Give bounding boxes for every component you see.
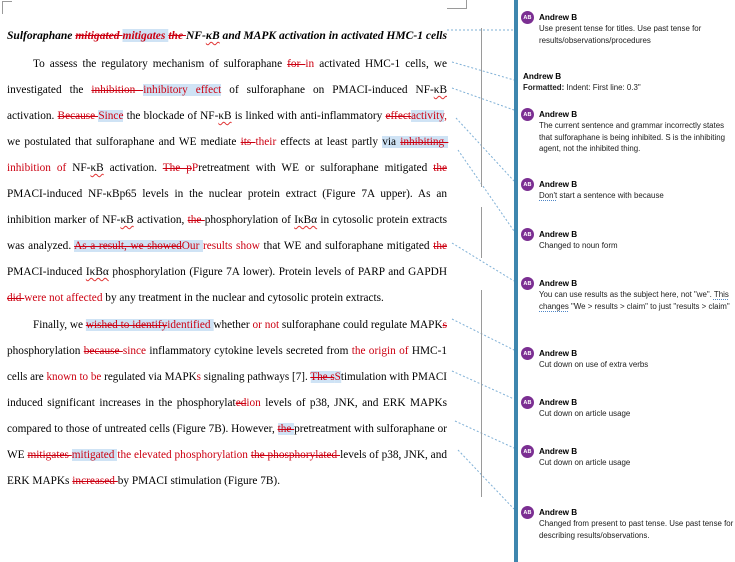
comment-text-run: "We > results > claim" to just "results > claim" — [568, 301, 730, 311]
text-run: in — [305, 58, 315, 70]
author-avatar: AB — [521, 178, 534, 191]
text-run: activation. — [103, 162, 163, 174]
text-run: because — [83, 345, 123, 357]
text-run: we postulated that sulforaphane and WE mediate — [7, 136, 241, 148]
document-text-line[interactable] — [7, 83, 447, 97]
document-text-line[interactable] — [7, 291, 384, 305]
text-run: via — [382, 136, 401, 148]
text-run: regulated via MAPK — [104, 371, 197, 383]
text-run: activity — [411, 110, 445, 122]
text-run: phosphorylation (Figure 7A lower). Protein levels of PARP and GAPDH — [108, 266, 447, 278]
text-run: results show — [202, 240, 260, 252]
text-run: S — [334, 371, 341, 383]
text-run: effects at least partly — [276, 136, 383, 148]
comment-card[interactable] — [518, 278, 732, 312]
comment-text-run: This changes — [539, 290, 729, 311]
text-run: the elevated phosphorylation — [117, 449, 251, 461]
comment-card[interactable] — [518, 348, 732, 371]
text-run: the — [187, 214, 205, 226]
document-text-line[interactable] — [7, 161, 447, 175]
text-run: that WE and sulforaphane mitigated — [259, 240, 434, 252]
text-run: ion — [246, 397, 261, 409]
text-run: sulforaphane could regulate MAPK — [279, 319, 443, 331]
author-avatar: AB — [521, 396, 534, 409]
comment-card[interactable] — [518, 397, 732, 420]
text-run: were not affected — [24, 292, 103, 304]
text-run: NF- — [185, 29, 206, 42]
text-run: the — [433, 240, 448, 252]
text-run: mitigated — [75, 29, 123, 42]
comment-text-run: The current sentence and grammar incorrectly states that sulforaphane is being inhibited. S is the inhibiting agent, not the inhibited thing. — [539, 121, 725, 153]
comment-text-run: Cut down on use of extra verbs — [539, 360, 649, 369]
text-run: activation, — [133, 214, 188, 226]
text-run: inhibition — [91, 84, 144, 96]
comment-body — [539, 518, 735, 541]
comment-author-name: Andrew B — [539, 110, 578, 119]
comment-author-name: Andrew B — [539, 180, 578, 189]
tracked-change-bar — [481, 207, 482, 258]
text-run: inflammatory cytokine levels secreted from — [149, 345, 352, 357]
text-run: phosphorylation — [7, 345, 84, 357]
text-run: κB — [120, 214, 134, 226]
formatted-change-note[interactable] — [518, 71, 732, 94]
document-text-line[interactable] — [7, 213, 447, 227]
comment-body — [539, 190, 735, 202]
text-run: HMC-1 — [411, 345, 448, 357]
document-text-line[interactable] — [7, 135, 448, 149]
text-run: PMACI-induced — [7, 266, 86, 278]
tracked-change-bar — [481, 28, 482, 187]
comment-text-run: You can use results as the subject here, not "we". — [539, 290, 714, 299]
document-text-line[interactable] — [7, 422, 447, 436]
text-run: induced significant increases in the phosphorylat — [7, 397, 236, 409]
text-boundary-mark-top-right — [447, 0, 467, 9]
text-run: and MAPK activation in activated HMC-1 cells — [219, 29, 447, 42]
text-run: mitigates — [27, 449, 72, 461]
comment-author-name: Andrew B — [539, 398, 578, 407]
document-title-line[interactable] — [7, 29, 447, 43]
comment-author-name: Andrew B — [539, 508, 578, 517]
text-run: for — [287, 58, 306, 70]
text-run: since — [122, 345, 150, 357]
text-run: the origin of — [351, 345, 412, 357]
text-run: κB — [90, 162, 104, 174]
text-run: by any treatment in the nuclear and cytosolic protein extracts. — [102, 292, 384, 304]
text-run: known to be — [46, 371, 105, 383]
author-avatar: AB — [521, 277, 534, 290]
text-run: IκBα — [85, 266, 109, 278]
document-text-line[interactable] — [33, 57, 447, 71]
text-run: inhibitory effect — [143, 84, 222, 96]
text-run: or not — [252, 319, 280, 331]
comment-text-run: Don't — [539, 191, 558, 200]
text-run: in cytosolic protein extracts — [317, 214, 447, 226]
comment-author-name: Andrew B — [539, 447, 578, 456]
text-run: activation. — [7, 110, 58, 122]
text-run: by PMACI stimulation (Figure 7B). — [117, 475, 281, 487]
comment-body — [539, 457, 735, 469]
text-run: The s — [310, 371, 335, 383]
text-run: , — [444, 110, 447, 122]
text-run: IκBα — [294, 214, 318, 226]
text-run: effect — [385, 110, 411, 122]
text-run: did — [7, 292, 25, 304]
text-run: As a result, we showed — [74, 240, 182, 252]
text-run: its — [240, 136, 256, 148]
tracked-change-bar — [481, 290, 482, 497]
author-avatar: AB — [521, 506, 534, 519]
text-run: retreatment with WE or sulforaphane mitigated — [198, 162, 434, 174]
document-text-line[interactable] — [7, 396, 447, 410]
comment-card[interactable] — [518, 109, 732, 155]
text-run: identified — [167, 319, 214, 331]
document-text-line[interactable] — [7, 187, 447, 201]
text-run: levels of p38, JNK, and — [340, 449, 447, 461]
comment-body — [539, 23, 735, 46]
text-run: mitigates — [122, 29, 169, 42]
comment-author-name: Andrew B — [539, 349, 578, 358]
text-run: levels of p38, JNK, and ERK MAPKs — [260, 397, 447, 409]
text-run: Because — [57, 110, 99, 122]
text-boundary-mark-top-left — [2, 1, 12, 14]
text-run: pretreatment with sulforaphane or — [294, 423, 447, 435]
text-run: the phosphorylated — [250, 449, 341, 461]
comment-card[interactable] — [518, 229, 732, 252]
text-run: mitigated — [71, 449, 118, 461]
text-run: inhibition marker of NF- — [7, 214, 121, 226]
text-run: Our — [181, 240, 203, 252]
author-avatar: AB — [521, 108, 534, 121]
text-run: To assess the regulatory mechanism of sulforaphane — [33, 58, 288, 70]
text-run: κB — [433, 84, 447, 96]
author-avatar: AB — [521, 347, 534, 360]
text-run: the — [277, 423, 295, 435]
text-run: the — [168, 29, 186, 42]
comment-author-name: Andrew B — [539, 230, 578, 239]
text-run: timulation with PMACI — [340, 371, 447, 383]
text-run: wished to identify — [85, 319, 168, 331]
document-text-line[interactable] — [7, 265, 447, 279]
text-run: signaling pathways [7]. — [201, 371, 311, 383]
text-run: WE — [7, 449, 28, 461]
comment-text-run: Changed from present to past tense. Use past tense for describing results/observations. — [539, 519, 734, 540]
comment-author-name: Andrew B — [523, 72, 562, 81]
comment-author-name: Andrew B — [539, 279, 578, 288]
document-text-line[interactable] — [7, 109, 447, 123]
text-run: κB — [218, 110, 232, 122]
text-run: The p — [162, 162, 192, 174]
text-run: activated HMC-1 cells, we — [314, 58, 448, 70]
comment-text-run: Cut down on article usage — [539, 409, 631, 418]
comment-card[interactable] — [518, 12, 732, 46]
text-run: inhibiting — [400, 136, 449, 148]
comment-card[interactable] — [518, 446, 732, 469]
text-run: Since — [98, 110, 124, 122]
document-text-line[interactable] — [7, 474, 280, 488]
text-run: Finally, we — [33, 319, 86, 331]
text-run: compared to those of untreated cells (Figure 7B). However, — [7, 423, 278, 435]
text-run: ERK MAPKs — [7, 475, 73, 487]
comment-body — [539, 359, 735, 371]
comment-card[interactable] — [518, 179, 732, 202]
comment-text-run: Cut down on article usage — [539, 458, 631, 467]
author-avatar: AB — [521, 445, 534, 458]
text-run: cells are — [7, 371, 47, 383]
text-run: the — [433, 162, 448, 174]
comment-body — [539, 408, 735, 420]
text-run: the blockade of NF- — [123, 110, 219, 122]
comment-text-run: start a sentence with because — [557, 191, 664, 200]
text-run: of sulforaphane on PMACI-induced NF- — [221, 84, 434, 96]
text-run: whether — [213, 319, 253, 331]
text-run: their — [255, 136, 277, 148]
text-run: is linked with anti-inflammatory — [231, 110, 386, 122]
text-run: P — [191, 162, 199, 174]
comment-body — [539, 240, 735, 252]
text-run: investigated the — [7, 84, 92, 96]
comment-text-run: Changed to noun form — [539, 241, 618, 250]
comment-text-run: Use present tense for titles. Use past tense for results/observations/procedures — [539, 24, 702, 45]
text-run: was analyzed. — [7, 240, 75, 252]
text-run: ed — [235, 397, 247, 409]
document-text-line[interactable] — [7, 344, 447, 358]
document-text-line[interactable] — [7, 448, 447, 462]
text-run: phosphorylation of — [204, 214, 295, 226]
text-run: s — [442, 319, 447, 331]
text-run: Sulforaphane — [7, 29, 76, 42]
text-run: s — [196, 371, 202, 383]
comment-body — [539, 120, 735, 155]
text-run: PMACI-induced NF-κBp65 levels in the nuclear protein extract (Figure 7A upper). As an — [7, 188, 447, 200]
document-text-line[interactable] — [33, 318, 447, 332]
text-run: increased — [72, 475, 118, 487]
comment-card[interactable] — [518, 507, 732, 541]
document-text-line[interactable] — [7, 370, 447, 384]
author-avatar: AB — [521, 228, 534, 241]
formatted-change-text: Formatted: Indent: First line: 0.3" — [523, 83, 641, 92]
author-avatar: AB — [521, 11, 534, 24]
text-run: κB — [205, 29, 220, 42]
text-run: inhibition of — [7, 162, 67, 174]
document-text-line[interactable] — [7, 239, 447, 253]
comment-author-name: Andrew B — [539, 13, 578, 22]
text-run: NF- — [66, 162, 91, 174]
comment-body — [539, 289, 735, 312]
